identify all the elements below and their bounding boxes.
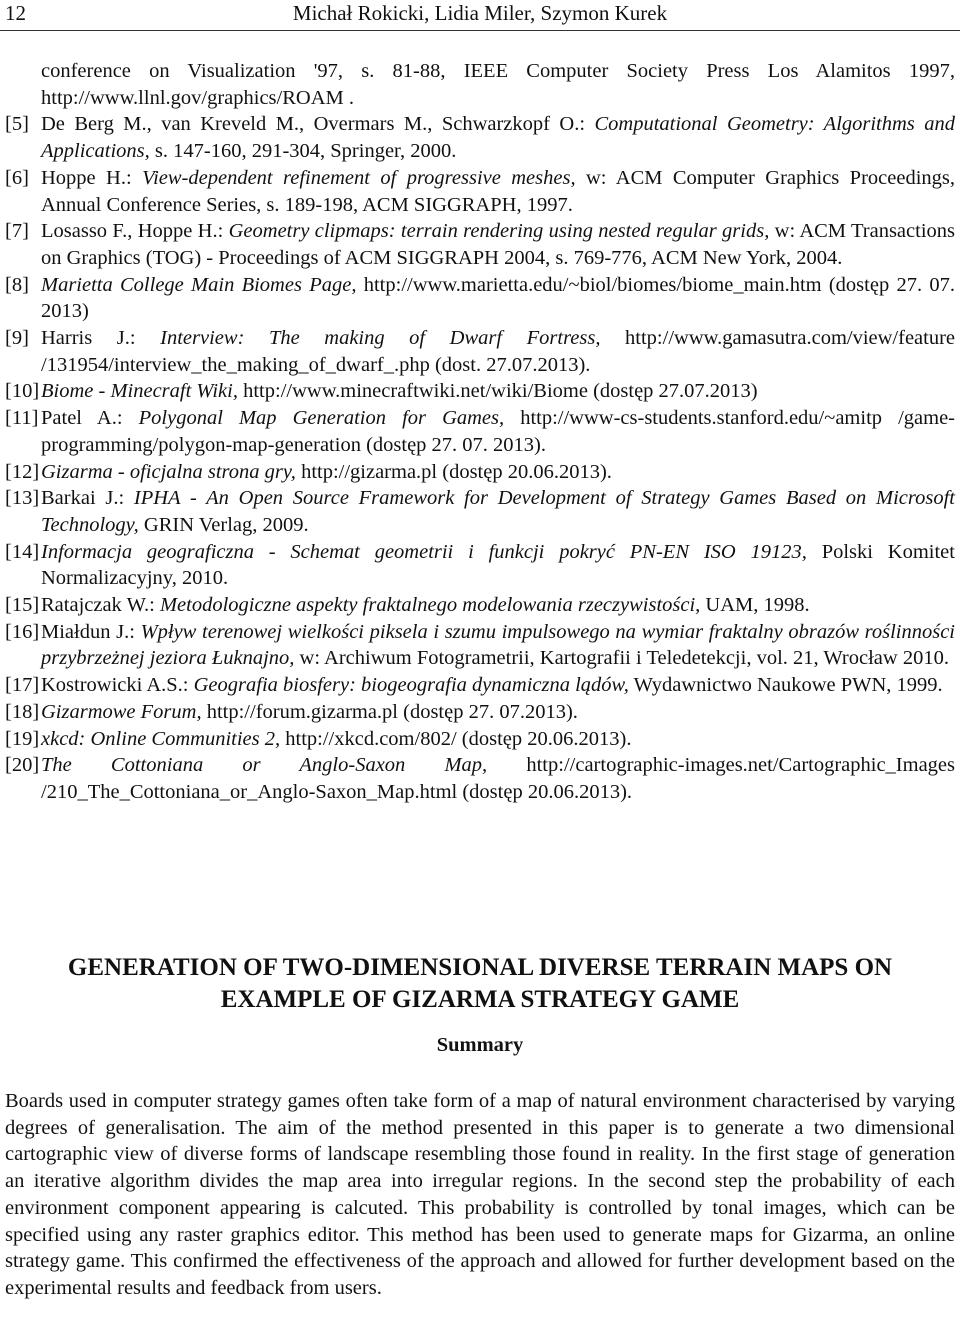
reference-title: Geometry clipmaps: terrain rendering using nested regular grids,: [228, 220, 770, 243]
reference-item-17: [5, 672, 955, 699]
reference-title: Polygonal Map Generation for Games,: [138, 407, 505, 430]
reference-title: Geografia biosfery: biogeografia dynamiczna lądów,: [193, 674, 629, 697]
reference-title: Gizarmowe Forum,: [41, 700, 202, 723]
reference-title: Computational Geometry: Algorithms and Applications,: [41, 113, 955, 163]
title-line-1: GENERATION OF TWO-DIMENSIONAL DIVERSE TERRAIN MAPS ON: [67, 954, 893, 981]
reference-authors: Patel A.:: [41, 407, 139, 430]
reference-item-12: [5, 459, 955, 486]
reference-authors: Ratajczak W.:: [41, 594, 160, 617]
reference-number: [13]: [5, 487, 40, 510]
reference-details: GRIN Verlag, 2009.: [138, 513, 309, 536]
reference-number: [6]: [5, 166, 29, 189]
reference-list: [5, 58, 955, 806]
reference-title: Interview: The making of Dwarf Fortress,: [160, 327, 601, 350]
reference-details: http://gizarma.pl (dostęp 20.06.2013).: [295, 460, 612, 483]
english-title: [0, 952, 960, 1016]
reference-number: [15]: [5, 594, 40, 617]
reference-item-6: [5, 165, 955, 218]
reference-item-7: [5, 218, 955, 271]
reference-details: http://www.marietta.edu/~biol/biomes/biome_main.htm (dostęp 27. 07. 2013): [41, 273, 956, 323]
reference-authors: De Berg M., van Kreveld M., Overmars M., Schwarzkopf O.:: [41, 113, 595, 136]
reference-number: [18]: [5, 700, 40, 723]
reference-details: http://forum.gizarma.pl (dostęp 27. 07.2013).: [201, 700, 578, 723]
reference-item-19: [5, 726, 955, 753]
reference-title: View-dependent refinement of progressive meshes,: [142, 166, 576, 189]
reference-number: [16]: [5, 620, 40, 643]
reference-number: [9]: [5, 327, 29, 350]
reference-details: w: ACM Computer Graphics Proceedings, Annual Conference Series, s. 189-198, ACM SIGGRAPH, 1997.: [41, 166, 955, 216]
reference-details: http://cartographic-images.net/Cartographic_Images /210_The_Cottoniana_or_Anglo-Saxon_Map.html (dostęp 20.06.2013).: [41, 754, 956, 803]
reference-item-11: [5, 405, 955, 458]
title-line-2: EXAMPLE OF GIZARMA STRATEGY GAME: [220, 986, 740, 1013]
reference-number: [10]: [5, 380, 40, 403]
reference-item-20: [5, 752, 955, 805]
summary-paragraph: Boards used in computer strategy games often take form of a map of natural environment characterised by varying degrees of generalisation. The aim of the method presented in this paper is to generate a two dimensional cartographic view of diverse forms of landscape resembling those found in reality. In the first stage of generation an iterative algorithm divides the map area into irregular regions. In the second step the probability of each environment component appearing is calcuted. This probability is controlled by tonal images, which can be specified using any raster graphics editor. This method has been used to generate maps for Gizarma, an online strategy game. This confirmed the effectiveness of the approach and allowed for further development based on the experimental results and feedback from users.: [5, 1090, 955, 1299]
reference-item-13: [5, 485, 955, 538]
reference-authors: Kostrowicki A.S.:: [41, 674, 194, 697]
reference-title: Marietta College Main Biomes Page,: [41, 273, 357, 296]
reference-number: [7]: [5, 220, 29, 243]
reference-details: http://www-cs-students.stanford.edu/~amitp /game-programming/polygon-map-generation (dostęp 27. 07. 2013).: [41, 407, 955, 456]
reference-details: http://xkcd.com/802/ (dostęp 20.06.2013).: [280, 727, 632, 750]
reference-item-18: [5, 699, 955, 726]
reference-item-16: [5, 619, 955, 672]
reference-number: [14]: [5, 540, 40, 563]
reference-number: [5]: [5, 113, 29, 136]
reference-details: Polski Komitet Normalizacyjny, 2010.: [41, 540, 955, 590]
reference-details: UAM, 1998.: [700, 594, 810, 617]
reference-title: Informacja geograficzna - Schemat geometrii i funkcji pokryć PN-EN ISO 19123,: [41, 540, 807, 563]
reference-authors: Hoppe H.:: [41, 166, 143, 189]
reference-item-9: [5, 325, 955, 378]
reference-title: xkcd: Online Communities 2,: [41, 727, 281, 750]
running-head-authors: Michał Rokicki, Lidia Miler, Szymon Kurek: [292, 1, 668, 25]
reference-item-8: [5, 272, 955, 325]
reference-item-14: [5, 539, 955, 592]
reference-details: s. 147-160, 291-304, Springer, 2000.: [149, 140, 457, 163]
reference-details: w: ACM Transactions on Graphics (TOG) - Proceedings of ACM SIGGRAPH 2004, s. 769-776, ACM New York, 2004.: [41, 220, 955, 269]
reference-number: [11]: [5, 407, 39, 430]
reference-authors: Harris J.:: [41, 327, 161, 350]
reference-item-5: [5, 111, 955, 164]
reference-number: [12]: [5, 460, 40, 483]
reference-details: w: Archiwum Fotogrametrii, Kartografii i Teledetekcji, vol. 21, Wrocław 2010.: [294, 647, 949, 670]
reference-title: Biome - Minecraft Wiki,: [41, 380, 238, 403]
summary-heading: Summary: [436, 1034, 524, 1056]
reference-number: [20]: [5, 754, 40, 777]
reference-title: Gizarma - oficjalna strona gry,: [41, 460, 296, 483]
reference-details: Wydawnictwo Naukowe PWN, 1999.: [628, 674, 943, 697]
reference-number: [17]: [5, 674, 40, 697]
reference-authors: Miałdun J.:: [41, 620, 141, 643]
reference-title: Wpływ terenowej wielkości piksela i szumu impulsowego na wymiar fraktalny obrazów roślinności przybrzeżnej jeziora Łuknajno,: [41, 620, 955, 670]
reference-item-10: [5, 378, 955, 405]
reference-authors: Barkai J.:: [41, 487, 134, 510]
reference-title: IPHA - An Open Source Framework for Development of Strategy Games Based on Microsoft Technology,: [41, 487, 955, 536]
page-header: [0, 0, 960, 31]
reference-authors: Losasso F., Hoppe H.:: [41, 220, 229, 243]
reference-title: The Cottoniana or Anglo-Saxon Map,: [41, 754, 488, 777]
reference-details: http://www.minecraftwiki.net/wiki/Biome (dostęp 27.07.2013): [237, 380, 758, 403]
reference-number: [19]: [5, 727, 40, 750]
page-number: 12: [5, 1, 26, 25]
reference-number: [8]: [5, 273, 29, 296]
reference-title: Metodologiczne aspekty fraktalnego modelowania rzeczywistości,: [159, 594, 701, 617]
reference-continuation: conference on Visualization '97, s. 81-88, IEEE Computer Society Press Los Alamitos 1997, http://www.llnl.gov/graphics/ROAM .: [41, 60, 955, 109]
reference-details: http://www.gamasutra.com/view/feature /131954/interview_the_making_of_dwarf_.php (dost. 27.07.2013).: [41, 327, 956, 376]
reference-item-15: [5, 592, 955, 619]
